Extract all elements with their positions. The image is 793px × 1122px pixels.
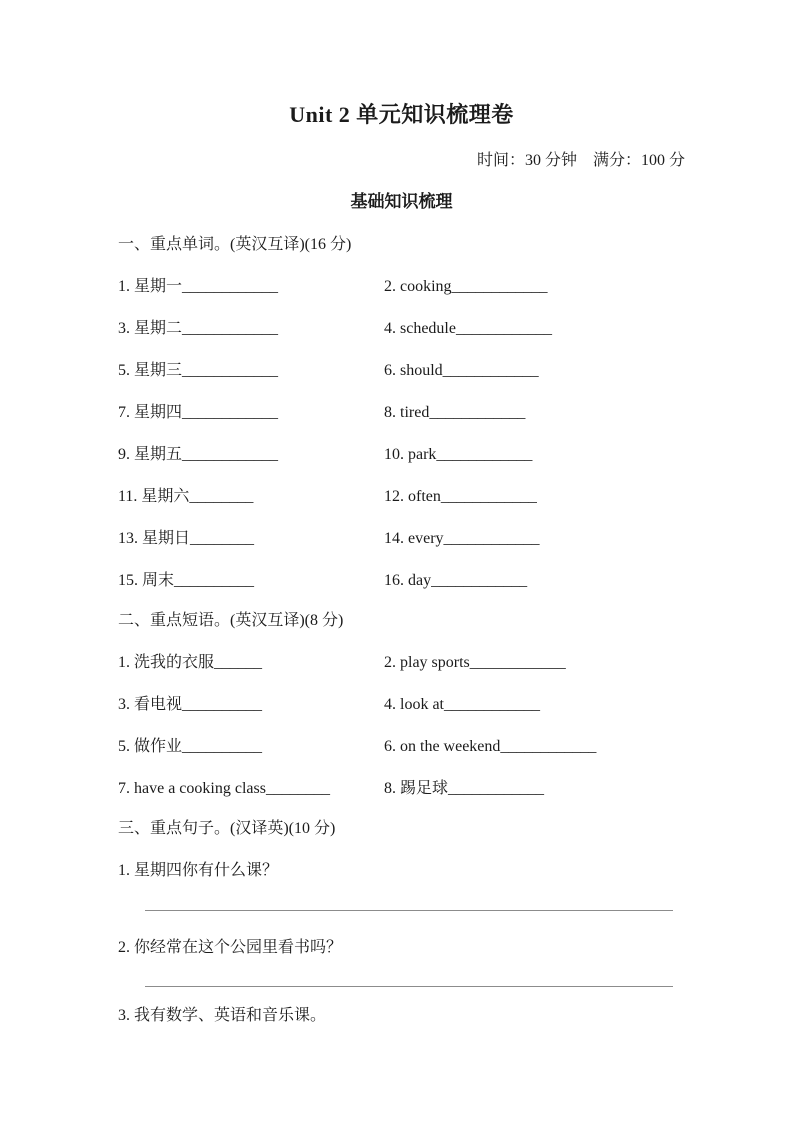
word-item: 16. day____________ <box>384 572 528 589</box>
word-item-row <box>118 486 685 508</box>
document-title: Unit 2 单元知识梳理卷 <box>289 102 514 127</box>
phrase-item: 4. look at____________ <box>384 696 540 713</box>
part3-sentences-section <box>118 818 685 1027</box>
phrase-item-row <box>118 694 685 716</box>
sentence-prompt: 1. 星期四你有什么课？ <box>118 862 279 879</box>
sentence-prompt: 3. 我有数学、英语和音乐课。 <box>118 1007 327 1024</box>
part1-header: 一、重点单词。(英汉互译)(16 分) <box>118 236 352 253</box>
answer-line <box>145 910 673 911</box>
phrase-item: 5. 做作业__________ <box>118 738 263 755</box>
word-item: 12. often____________ <box>384 488 537 505</box>
word-item-row <box>118 570 685 592</box>
part3-header: 三、重点句子。(汉译英)(10 分) <box>118 820 336 837</box>
word-item-row <box>118 402 685 424</box>
word-item: 6. should____________ <box>384 362 539 379</box>
phrase-item: 8. 踢足球____________ <box>384 780 545 797</box>
word-item: 1. 星期一____________ <box>118 278 279 295</box>
phrase-item: 1. 洗我的衣服______ <box>118 654 263 671</box>
part2-header: 二、重点短语。(英汉互译)(8 分) <box>118 612 344 629</box>
phrase-item-row <box>118 778 685 800</box>
word-item: 10. park____________ <box>384 446 533 463</box>
word-item: 3. 星期二____________ <box>118 320 279 337</box>
word-item-row <box>118 318 685 340</box>
phrase-item: 2. play sports____________ <box>384 654 566 671</box>
word-item: 5. 星期三____________ <box>118 362 279 379</box>
phrase-item: 7. have a cooking class________ <box>118 780 330 797</box>
word-item-row <box>118 276 685 298</box>
word-item: 14. every____________ <box>384 530 540 547</box>
word-item-row <box>118 444 685 466</box>
exam-time-score: 时间：30 分钟 满分：100 分 <box>476 152 685 169</box>
answer-line <box>145 986 673 987</box>
phrase-item-row <box>118 652 685 674</box>
section-heading: 基础知识梳理 <box>350 192 453 211</box>
part2-phrases-section <box>118 610 685 800</box>
word-item: 13. 星期日________ <box>118 530 255 547</box>
word-item: 2. cooking____________ <box>384 278 548 295</box>
sentence-prompt: 2. 你经常在这个公园里看书吗？ <box>118 939 343 956</box>
word-item: 8. tired____________ <box>384 404 526 421</box>
phrase-item: 6. on the weekend____________ <box>384 738 597 755</box>
word-item: 15. 周末__________ <box>118 572 255 589</box>
word-item: 7. 星期四____________ <box>118 404 279 421</box>
word-item: 11. 星期六________ <box>118 488 254 505</box>
word-item: 4. schedule____________ <box>384 320 552 337</box>
phrase-item: 3. 看电视__________ <box>118 696 263 713</box>
word-item-row <box>118 360 685 382</box>
phrase-item-row <box>118 736 685 758</box>
word-item-row <box>118 528 685 550</box>
part1-vocabulary-section <box>118 234 685 592</box>
word-item: 9. 星期五____________ <box>118 446 279 463</box>
